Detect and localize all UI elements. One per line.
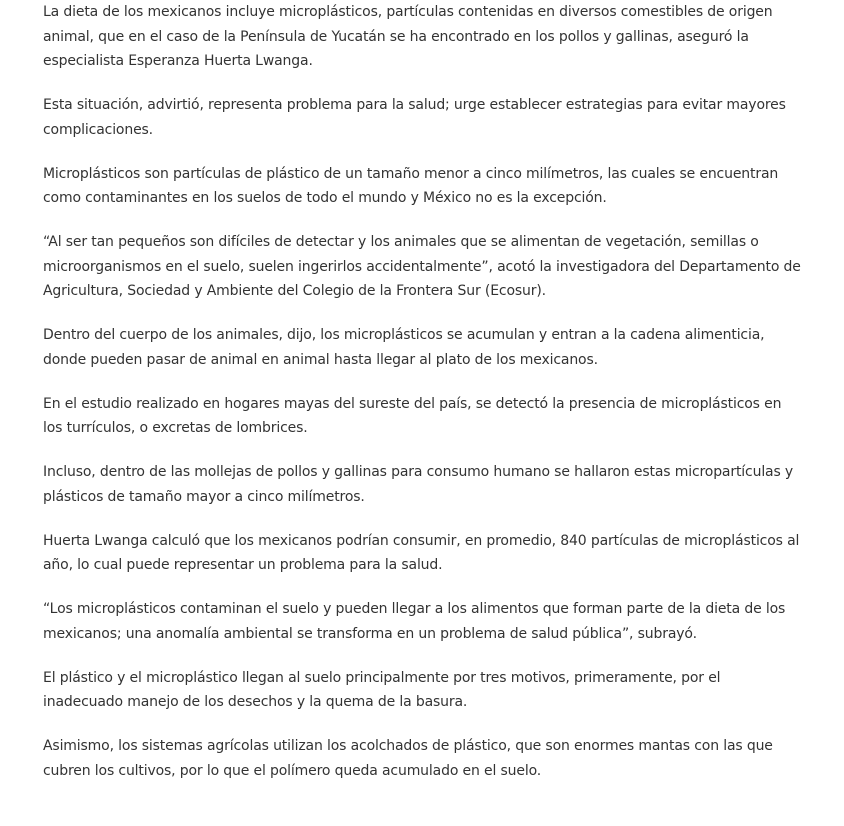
article-paragraph: “Los microplásticos contaminan el suelo y pueden llegar a los alimentos que forman parte de la dieta de los mexicanos; una anomalía ambiental se transforma en un problema de salud pública”, subrayó.: [43, 601, 786, 642]
article-paragraph: Huerta Lwanga calculó que los mexicanos podrían consumir, en promedio, 840 partículas de microplásticos al año, lo cual puede representar un problema para la salud.: [43, 532, 800, 573]
article-paragraph: Esta situación, advirtió, representa problema para la salud; urge establecer estrategias para evitar mayores complicaciones.: [43, 97, 786, 138]
article-paragraph: En el estudio realizado en hogares mayas del sureste del país, se detectó la presencia de microplásticos en los turrículos, o excretas de lombrices.: [43, 395, 782, 436]
article-body: [43, 0, 803, 803]
article-paragraph: La dieta de los mexicanos incluye microplásticos, partículas contenidas en diversos comestibles de origen animal, que en el caso de la Península de Yucatán se ha encontrado en los pollos y gallinas, aseguró la especialista Esperanza Huerta Lwanga.: [43, 4, 773, 69]
article-paragraph: Asimismo, los sistemas agrícolas utilizan los acolchados de plástico, que son enormes mantas con las que cubren los cultivos, por lo que el polímero queda acumulado en el suelo.: [43, 738, 773, 779]
article-paragraph: Dentro del cuerpo de los animales, dijo, los microplásticos se acumulan y entran a la cadena alimenticia, donde pueden pasar de animal en animal hasta llegar al plato de los mexicanos.: [43, 327, 765, 368]
article-paragraph: “Al ser tan pequeños son difíciles de detectar y los animales que se alimentan de vegetación, semillas o microorganismos en el suelo, suelen ingerirlos accidentalmente”, acotó la investigadora del Departamento de Agricultura, Sociedad y Ambiente del Colegio de la Frontera Sur (Ecosur).: [43, 234, 801, 299]
article-paragraph: Incluso, dentro de las mollejas de pollos y gallinas para consumo humano se hallaron estas micropartículas y plásticos de tamaño mayor a cinco milímetros.: [43, 464, 794, 505]
article-paragraph: El plástico y el microplástico llegan al suelo principalmente por tres motivos, primeramente, por el inadecuado manejo de los desechos y la quema de la basura.: [43, 669, 721, 710]
article-paragraph: Microplásticos son partículas de plástico de un tamaño menor a cinco milímetros, las cuales se encuentran como contaminantes en los suelos de todo el mundo y México no es la excepción.: [43, 165, 779, 206]
